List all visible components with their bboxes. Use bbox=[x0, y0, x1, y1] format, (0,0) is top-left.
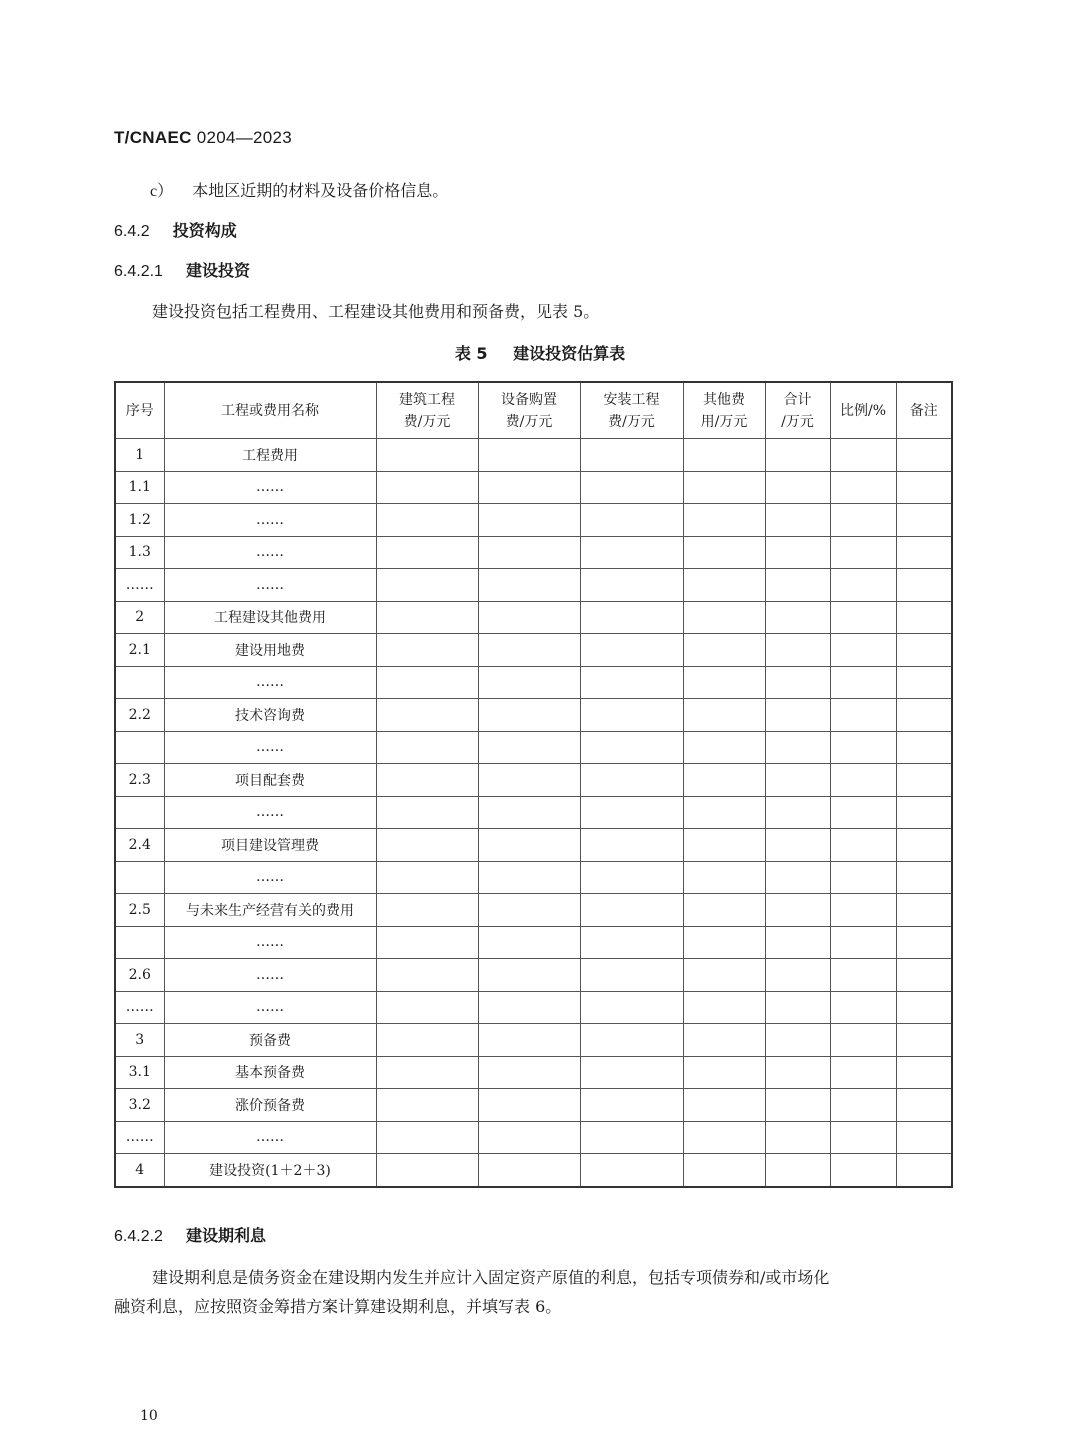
column-header-line: 设备购置 bbox=[501, 391, 557, 408]
column-header bbox=[478, 382, 580, 439]
empty-value-cell bbox=[683, 861, 765, 894]
empty-value-cell bbox=[478, 1024, 580, 1057]
section-number: 6.4.2.1 bbox=[114, 263, 163, 280]
empty-value-cell bbox=[896, 569, 952, 602]
empty-value-cell bbox=[765, 601, 830, 634]
table-row bbox=[115, 439, 952, 472]
row-serial-cell: 2.3 bbox=[115, 764, 164, 797]
row-name-cell: 基本预备费 bbox=[164, 1056, 376, 1089]
row-name-cell: 项目建设管理费 bbox=[164, 829, 376, 862]
empty-value-cell bbox=[478, 1056, 580, 1089]
empty-value-cell bbox=[683, 1154, 765, 1187]
paragraph-construction-investment: 建设投资包括工程费用、工程建设其他费用和预备费，见表 5。 bbox=[152, 302, 600, 321]
column-header-line: 序号 bbox=[125, 402, 154, 419]
empty-value-cell bbox=[830, 634, 896, 667]
standard-number: 0204—2023 bbox=[196, 128, 293, 147]
table-row bbox=[115, 699, 952, 732]
row-serial-cell bbox=[115, 666, 164, 699]
section-title: 建设期利息 bbox=[186, 1226, 267, 1245]
table-row bbox=[115, 504, 952, 537]
empty-value-cell bbox=[478, 894, 580, 927]
empty-value-cell bbox=[896, 764, 952, 797]
column-header bbox=[115, 382, 164, 439]
row-serial-cell: 1.1 bbox=[115, 471, 164, 504]
standard-code bbox=[114, 128, 292, 148]
empty-value-cell bbox=[765, 1154, 830, 1187]
empty-value-cell bbox=[765, 1089, 830, 1122]
empty-value-cell bbox=[896, 1089, 952, 1122]
empty-value-cell bbox=[896, 699, 952, 732]
table-row bbox=[115, 796, 952, 829]
empty-value-cell bbox=[683, 796, 765, 829]
empty-value-cell bbox=[376, 569, 478, 602]
table-row bbox=[115, 1056, 952, 1089]
row-serial-cell: 2.5 bbox=[115, 894, 164, 927]
empty-value-cell bbox=[376, 536, 478, 569]
table-label: 表 5 bbox=[454, 344, 488, 363]
empty-value-cell bbox=[765, 959, 830, 992]
empty-value-cell bbox=[683, 1121, 765, 1154]
empty-value-cell bbox=[896, 1154, 952, 1187]
row-serial-cell: 2.1 bbox=[115, 634, 164, 667]
table-row bbox=[115, 764, 952, 797]
row-serial-cell: 2 bbox=[115, 601, 164, 634]
empty-value-cell bbox=[830, 1121, 896, 1154]
column-header bbox=[580, 382, 683, 439]
table-row bbox=[115, 731, 952, 764]
empty-value-cell bbox=[896, 601, 952, 634]
empty-value-cell bbox=[830, 1154, 896, 1187]
column-header-line: 费/万元 bbox=[505, 413, 553, 430]
row-serial-cell bbox=[115, 926, 164, 959]
empty-value-cell bbox=[478, 634, 580, 667]
empty-value-cell bbox=[896, 536, 952, 569]
row-name-cell: …… bbox=[164, 471, 376, 504]
empty-value-cell bbox=[683, 699, 765, 732]
row-name-cell: …… bbox=[164, 666, 376, 699]
row-serial-cell: 3.1 bbox=[115, 1056, 164, 1089]
list-item-c bbox=[150, 180, 448, 203]
empty-value-cell bbox=[376, 894, 478, 927]
table-row bbox=[115, 829, 952, 862]
empty-value-cell bbox=[896, 1121, 952, 1154]
empty-value-cell bbox=[580, 1121, 683, 1154]
empty-value-cell bbox=[896, 1024, 952, 1057]
empty-value-cell bbox=[580, 569, 683, 602]
empty-value-cell bbox=[896, 731, 952, 764]
row-name-cell: …… bbox=[164, 536, 376, 569]
empty-value-cell bbox=[830, 536, 896, 569]
column-header bbox=[164, 382, 376, 439]
empty-value-cell bbox=[376, 829, 478, 862]
row-name-cell: …… bbox=[164, 796, 376, 829]
empty-value-cell bbox=[765, 1024, 830, 1057]
empty-value-cell bbox=[478, 926, 580, 959]
empty-value-cell bbox=[683, 666, 765, 699]
empty-value-cell bbox=[376, 959, 478, 992]
empty-value-cell bbox=[478, 1154, 580, 1187]
row-name-cell: 项目配套费 bbox=[164, 764, 376, 797]
empty-value-cell bbox=[580, 666, 683, 699]
row-serial-cell: 2.6 bbox=[115, 959, 164, 992]
row-serial-cell: 3 bbox=[115, 1024, 164, 1057]
empty-value-cell bbox=[376, 1089, 478, 1122]
column-header-line: 费/万元 bbox=[608, 413, 655, 430]
row-serial-cell: …… bbox=[115, 1121, 164, 1154]
empty-value-cell bbox=[830, 731, 896, 764]
row-name-cell: …… bbox=[164, 1121, 376, 1154]
empty-value-cell bbox=[830, 796, 896, 829]
row-name-cell: …… bbox=[164, 504, 376, 537]
row-serial-cell: 1 bbox=[115, 439, 164, 472]
column-header-line: 工程或费用名称 bbox=[221, 402, 319, 419]
empty-value-cell bbox=[376, 861, 478, 894]
column-header-line: 合计 bbox=[783, 391, 812, 408]
empty-value-cell bbox=[765, 471, 830, 504]
empty-value-cell bbox=[478, 471, 580, 504]
empty-value-cell bbox=[765, 536, 830, 569]
empty-value-cell bbox=[683, 634, 765, 667]
empty-value-cell bbox=[376, 1121, 478, 1154]
empty-value-cell bbox=[376, 634, 478, 667]
row-serial-cell: 1.2 bbox=[115, 504, 164, 537]
empty-value-cell bbox=[580, 536, 683, 569]
empty-value-cell bbox=[830, 471, 896, 504]
section-title: 建设投资 bbox=[186, 261, 251, 280]
empty-value-cell bbox=[478, 861, 580, 894]
empty-value-cell bbox=[683, 894, 765, 927]
empty-value-cell bbox=[580, 1024, 683, 1057]
empty-value-cell bbox=[580, 926, 683, 959]
empty-value-cell bbox=[580, 1154, 683, 1187]
empty-value-cell bbox=[896, 959, 952, 992]
row-name-cell: 工程费用 bbox=[164, 439, 376, 472]
empty-value-cell bbox=[765, 731, 830, 764]
empty-value-cell bbox=[580, 991, 683, 1024]
empty-value-cell bbox=[765, 666, 830, 699]
column-header-line: 安装工程 bbox=[603, 391, 660, 408]
empty-value-cell bbox=[830, 666, 896, 699]
empty-value-cell bbox=[478, 959, 580, 992]
empty-value-cell bbox=[683, 829, 765, 862]
empty-value-cell bbox=[765, 894, 830, 927]
empty-value-cell bbox=[765, 439, 830, 472]
empty-value-cell bbox=[376, 731, 478, 764]
empty-value-cell bbox=[376, 1024, 478, 1057]
row-serial-cell: …… bbox=[115, 991, 164, 1024]
row-name-cell: …… bbox=[164, 569, 376, 602]
row-name-cell: 建设投资(1＋2＋3) bbox=[164, 1154, 376, 1187]
empty-value-cell bbox=[683, 731, 765, 764]
table-row bbox=[115, 1024, 952, 1057]
table-row bbox=[115, 926, 952, 959]
table-row bbox=[115, 536, 952, 569]
empty-value-cell bbox=[830, 926, 896, 959]
empty-value-cell bbox=[580, 829, 683, 862]
row-name-cell: …… bbox=[164, 959, 376, 992]
empty-value-cell bbox=[765, 569, 830, 602]
paragraph-interest-line-1: 建设期利息是债务资金在建设期内发生并应计入固定资产原值的利息，包括专项债券和/或市场化 bbox=[152, 1268, 830, 1287]
page-number: 10 bbox=[140, 1408, 158, 1424]
table-row bbox=[115, 471, 952, 504]
empty-value-cell bbox=[896, 439, 952, 472]
row-serial-cell: 2.2 bbox=[115, 699, 164, 732]
row-name-cell: 与未来生产经营有关的费用 bbox=[164, 894, 376, 927]
empty-value-cell bbox=[580, 894, 683, 927]
row-serial-cell bbox=[115, 731, 164, 764]
column-header bbox=[765, 382, 830, 439]
empty-value-cell bbox=[683, 504, 765, 537]
row-serial-cell: 3.2 bbox=[115, 1089, 164, 1122]
section-number: 6.4.2.2 bbox=[114, 1228, 163, 1245]
empty-value-cell bbox=[683, 764, 765, 797]
empty-value-cell bbox=[830, 1089, 896, 1122]
empty-value-cell bbox=[765, 764, 830, 797]
table-row bbox=[115, 1154, 952, 1187]
list-item-text: 本地区近期的材料及设备价格信息。 bbox=[192, 181, 449, 200]
column-header bbox=[376, 382, 478, 439]
table-row bbox=[115, 1121, 952, 1154]
column-header-line: 费/万元 bbox=[403, 413, 451, 430]
standard-prefix: T/CNAEC bbox=[114, 128, 192, 147]
empty-value-cell bbox=[478, 569, 580, 602]
section-number: 6.4.2 bbox=[114, 223, 150, 240]
empty-value-cell bbox=[478, 796, 580, 829]
table-header-row bbox=[115, 382, 952, 439]
empty-value-cell bbox=[376, 699, 478, 732]
list-marker: c） bbox=[150, 183, 174, 200]
row-name-cell: …… bbox=[164, 991, 376, 1024]
row-name-cell: 涨价预备费 bbox=[164, 1089, 376, 1122]
empty-value-cell bbox=[765, 1056, 830, 1089]
empty-value-cell bbox=[376, 1056, 478, 1089]
empty-value-cell bbox=[765, 1121, 830, 1154]
column-header bbox=[830, 382, 896, 439]
empty-value-cell bbox=[580, 1056, 683, 1089]
empty-value-cell bbox=[580, 796, 683, 829]
empty-value-cell bbox=[478, 439, 580, 472]
empty-value-cell bbox=[896, 926, 952, 959]
row-serial-cell: 4 bbox=[115, 1154, 164, 1187]
empty-value-cell bbox=[478, 536, 580, 569]
empty-value-cell bbox=[830, 1024, 896, 1057]
row-name-cell: …… bbox=[164, 731, 376, 764]
table-row bbox=[115, 569, 952, 602]
empty-value-cell bbox=[478, 1089, 580, 1122]
row-serial-cell: 2.4 bbox=[115, 829, 164, 862]
empty-value-cell bbox=[376, 764, 478, 797]
empty-value-cell bbox=[580, 731, 683, 764]
table-body bbox=[115, 439, 952, 1187]
empty-value-cell bbox=[896, 471, 952, 504]
empty-value-cell bbox=[478, 731, 580, 764]
table-row bbox=[115, 1089, 952, 1122]
empty-value-cell bbox=[478, 601, 580, 634]
empty-value-cell bbox=[765, 829, 830, 862]
empty-value-cell bbox=[896, 504, 952, 537]
column-header-line: 建筑工程 bbox=[399, 391, 455, 408]
empty-value-cell bbox=[478, 764, 580, 797]
empty-value-cell bbox=[580, 764, 683, 797]
table-row bbox=[115, 601, 952, 634]
empty-value-cell bbox=[896, 829, 952, 862]
empty-value-cell bbox=[376, 991, 478, 1024]
empty-value-cell bbox=[376, 1154, 478, 1187]
empty-value-cell bbox=[580, 959, 683, 992]
empty-value-cell bbox=[765, 861, 830, 894]
table-row bbox=[115, 861, 952, 894]
table-row bbox=[115, 634, 952, 667]
empty-value-cell bbox=[830, 959, 896, 992]
empty-value-cell bbox=[683, 991, 765, 1024]
empty-value-cell bbox=[896, 1056, 952, 1089]
empty-value-cell bbox=[478, 699, 580, 732]
column-header-line: 备注 bbox=[909, 402, 938, 419]
empty-value-cell bbox=[683, 536, 765, 569]
table-row bbox=[115, 959, 952, 992]
row-name-cell: …… bbox=[164, 926, 376, 959]
empty-value-cell bbox=[830, 991, 896, 1024]
row-name-cell: 预备费 bbox=[164, 1024, 376, 1057]
row-name-cell: 建设用地费 bbox=[164, 634, 376, 667]
empty-value-cell bbox=[896, 861, 952, 894]
empty-value-cell bbox=[683, 439, 765, 472]
empty-value-cell bbox=[765, 926, 830, 959]
empty-value-cell bbox=[478, 1121, 580, 1154]
paragraph-interest-line-2: 融资利息，应按照资金筹措方案计算建设期利息，并填写表 6。 bbox=[114, 1297, 562, 1316]
section-6-4-2-1-heading bbox=[114, 260, 250, 283]
empty-value-cell bbox=[896, 796, 952, 829]
empty-value-cell bbox=[683, 569, 765, 602]
empty-value-cell bbox=[896, 991, 952, 1024]
empty-value-cell bbox=[580, 861, 683, 894]
empty-value-cell bbox=[683, 1024, 765, 1057]
empty-value-cell bbox=[580, 1089, 683, 1122]
section-title: 投资构成 bbox=[172, 221, 237, 240]
row-serial-cell: 1.3 bbox=[115, 536, 164, 569]
section-6-4-2-heading bbox=[114, 220, 237, 243]
empty-value-cell bbox=[580, 601, 683, 634]
column-header-line: 其他费 bbox=[703, 391, 745, 408]
column-header-line: /万元 bbox=[781, 413, 814, 430]
empty-value-cell bbox=[478, 991, 580, 1024]
empty-value-cell bbox=[376, 666, 478, 699]
empty-value-cell bbox=[376, 926, 478, 959]
empty-value-cell bbox=[478, 504, 580, 537]
empty-value-cell bbox=[580, 439, 683, 472]
column-header bbox=[683, 382, 765, 439]
empty-value-cell bbox=[478, 666, 580, 699]
empty-value-cell bbox=[830, 764, 896, 797]
empty-value-cell bbox=[830, 894, 896, 927]
empty-value-cell bbox=[376, 439, 478, 472]
empty-value-cell bbox=[683, 1089, 765, 1122]
table-row bbox=[115, 991, 952, 1024]
row-serial-cell bbox=[115, 861, 164, 894]
column-header-line: 用/万元 bbox=[700, 413, 748, 430]
investment-estimate-table bbox=[114, 381, 953, 1188]
table-row bbox=[115, 894, 952, 927]
empty-value-cell bbox=[683, 926, 765, 959]
empty-value-cell bbox=[830, 1056, 896, 1089]
row-name-cell: 工程建设其他费用 bbox=[164, 601, 376, 634]
row-serial-cell bbox=[115, 796, 164, 829]
empty-value-cell bbox=[765, 504, 830, 537]
empty-value-cell bbox=[830, 861, 896, 894]
section-6-4-2-2-heading bbox=[114, 1225, 266, 1248]
empty-value-cell bbox=[683, 471, 765, 504]
table-title: 建设投资估算表 bbox=[513, 344, 626, 363]
empty-value-cell bbox=[830, 569, 896, 602]
empty-value-cell bbox=[580, 504, 683, 537]
column-header bbox=[896, 382, 952, 439]
empty-value-cell bbox=[376, 471, 478, 504]
empty-value-cell bbox=[683, 1056, 765, 1089]
empty-value-cell bbox=[765, 634, 830, 667]
row-name-cell: 技术咨询费 bbox=[164, 699, 376, 732]
empty-value-cell bbox=[765, 699, 830, 732]
empty-value-cell bbox=[376, 601, 478, 634]
empty-value-cell bbox=[830, 699, 896, 732]
empty-value-cell bbox=[683, 959, 765, 992]
column-header-line: 比例/% bbox=[839, 402, 887, 419]
row-name-cell: …… bbox=[164, 861, 376, 894]
empty-value-cell bbox=[580, 699, 683, 732]
empty-value-cell bbox=[765, 991, 830, 1024]
empty-value-cell bbox=[830, 504, 896, 537]
empty-value-cell bbox=[478, 829, 580, 862]
table-row bbox=[115, 666, 952, 699]
table-caption bbox=[0, 341, 1080, 364]
empty-value-cell bbox=[830, 439, 896, 472]
empty-value-cell bbox=[896, 634, 952, 667]
empty-value-cell bbox=[683, 601, 765, 634]
empty-value-cell bbox=[765, 796, 830, 829]
empty-value-cell bbox=[376, 796, 478, 829]
empty-value-cell bbox=[376, 504, 478, 537]
empty-value-cell bbox=[580, 471, 683, 504]
empty-value-cell bbox=[896, 666, 952, 699]
row-serial-cell: …… bbox=[115, 569, 164, 602]
empty-value-cell bbox=[830, 601, 896, 634]
empty-value-cell bbox=[830, 829, 896, 862]
empty-value-cell bbox=[896, 894, 952, 927]
empty-value-cell bbox=[580, 634, 683, 667]
